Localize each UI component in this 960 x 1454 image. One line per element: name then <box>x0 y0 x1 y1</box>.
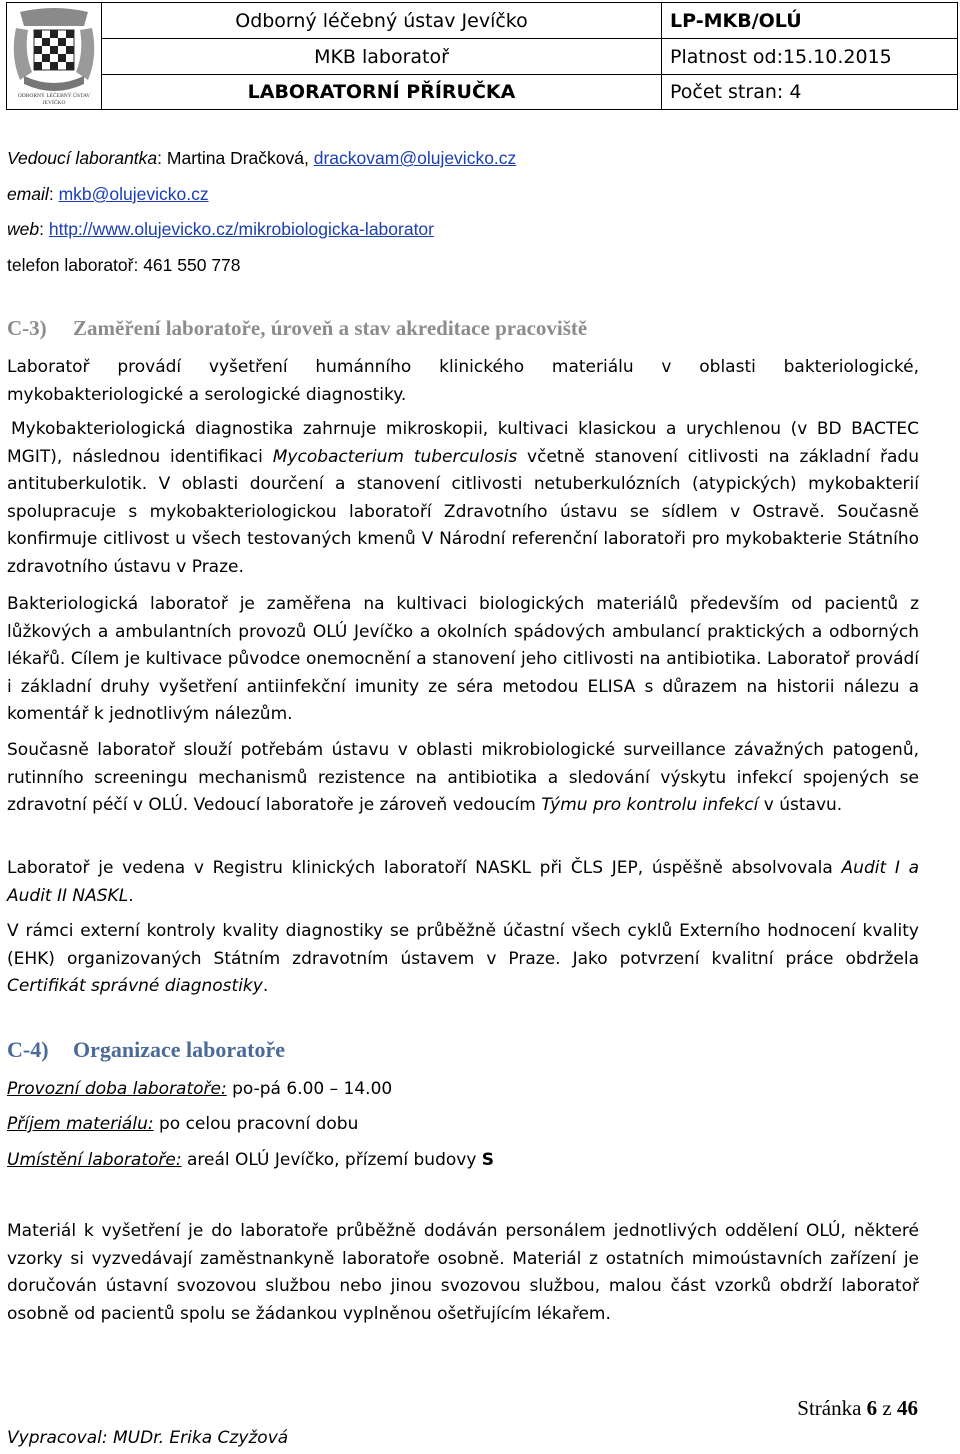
logo-text-top: ODBORNÝ LÉČEBNÝ ÚSTAV <box>17 93 91 99</box>
page-prefix: Stránka <box>797 1396 867 1420</box>
location-building: S <box>481 1150 495 1170</box>
head-email-link[interactable]: drackovam@olujevicko.cz <box>313 148 517 168</box>
header-validity: Platnost od:15.10.2015 <box>662 39 957 75</box>
intake-value: po celou pracovní dobu <box>153 1114 359 1134</box>
section-c4-number: C-4) <box>7 1037 49 1062</box>
hours-label: Provozní doba laboratoře: <box>7 1079 227 1099</box>
section-c4-heading <box>7 1037 917 1063</box>
contact-head <box>7 148 917 169</box>
c3-p4-part-a: Laboratoř je vedena v Registru klinických laboratoří NASKL při ČLS JEP, úspěšně absolvovala <box>7 858 842 878</box>
email-label: email <box>7 184 49 204</box>
web-label: web <box>7 219 40 239</box>
contact-phone: telefon laboratoř: 461 550 778 <box>7 255 241 275</box>
c3-p5-part-b: . <box>262 976 269 996</box>
header-institution: Odborný léčebný ústav Jevíčko <box>102 3 662 39</box>
contact-email <box>7 184 917 205</box>
c4-paragraph-1: Materiál k vyšetření je do laboratoře průběžně dodáván personálem jednotlivých oddělení OLÚ, některé vzorky si vyzvedávají zaměstnankyně laboratoře osobně. Materiál z ostatních mimoústavních zařízení je doručován ústavní svozovou službou nebo jinou svozovou službou, malou část vzorků obdrží laboratoř osobně od pacientů spolu se žádankou vyplněnou ošetřujícím lékařem. <box>7 1221 919 1324</box>
header-page-count: Počet stran: 4 <box>670 81 802 103</box>
web-link[interactable]: http://www.olujevicko.cz/mikrobiologicka-laborator <box>48 219 434 239</box>
location-label: Umístění laboratoře: <box>7 1150 182 1170</box>
chessboard-crest-icon <box>10 6 98 106</box>
header-doc-title: LABORATORNÍ PŘÍRUČKA <box>102 75 662 109</box>
hours-value: po-pá 6.00 – 14.00 <box>226 1079 393 1099</box>
c3-paragraph-4 <box>7 855 919 910</box>
page-total: 46 <box>897 1396 918 1420</box>
c3-p5-part-a: V rámci externí kontroly kvality diagnostiky se průběžně účastní všech cyklů Externího hodnocení kvality (EHK) organizovaných Státním zdravotním ústavem v Praze. Jako potvrzení kvalitní práce obdržela <box>7 921 919 969</box>
c3-p4-part-b: . <box>128 885 134 906</box>
author-note: Vypracoval: MUDr. Erika Czyžová <box>7 1428 289 1448</box>
intake-label: Příjem materiálu: <box>7 1114 154 1134</box>
c3-p3-part-a: Současně laboratoř slouží potřebám ústavu v oblasti mikrobiologické surveillance závažných patogenů, rutinního screeningu mechanismů rezistence na antibiotika a sledování výskytu infekcí spojených se zdravotní péčí v OLÚ. Vedoucí laboratoře je zároveň vedoucím <box>7 740 919 815</box>
c3-p1-part-b: včetně stanovení citlivosti na základní řadu antituberkulotik. V oblasti dourčení a stanovení citlivosti netuberkulózních (atypických) mykobakterií spolupracuje s mykobakteriologickou laboratoří Zdravotního ústavu se sídlem v Ostravě. Současně konfirmuje citlivost u všech testovaných kmenů V Národní referenční laboratoři pro mykobakterie Státního zdravotního ústavu v Praze. <box>7 446 919 577</box>
c4-location <box>7 1147 917 1175</box>
email-link[interactable]: mkb@olujevicko.cz <box>58 184 209 204</box>
head-value: : Martina Dračková, <box>157 148 314 168</box>
logo-text-bottom: JEVÍČKO <box>42 100 66 106</box>
c4-opening-hours <box>7 1076 917 1104</box>
section-c3-title: Zaměření laboratoře, úroveň a stav akreditace pracoviště <box>73 316 588 340</box>
section-c3-number: C-3) <box>7 316 47 340</box>
c3-paragraph-5 <box>7 918 919 1001</box>
email-sep: : <box>48 184 59 204</box>
web-sep: : <box>39 219 49 239</box>
section-c4-title: Organizace laboratoře <box>73 1037 285 1062</box>
c3-p4-audit: Audit I a Audit II NASKL <box>7 858 920 906</box>
contact-web <box>7 219 917 240</box>
page-current: 6 <box>866 1396 878 1420</box>
c3-p5-certificate: Certifikát správné diagnostiky <box>7 976 263 996</box>
header-doc-code: LP-MKB/OLÚ <box>662 3 957 39</box>
c3-paragraph-1 <box>7 416 919 581</box>
document-header <box>6 2 958 110</box>
institution-logo <box>7 3 102 109</box>
c3-paragraph-2: Bakteriologická laboratoř je zaměřena na kultivaci biologických materiálů především od pacientů z lůžkových a ambulantních provozů OLÚ Jevíčko a okolních spádových ambulancí praktických a odborných lékařů. Cílem je kultivace původce onemocnění a stanovení jeho citlivosti na antibiotika. Laboratoř provádí i základní druhy vyšetření antiinfekční imunity ze séra metodou ELISA s důrazem na historii nálezu a komentář k jednotlivým nálezům. <box>7 594 919 724</box>
c3-paragraph-3 <box>7 737 919 820</box>
head-label: Vedoucí laborantka <box>7 148 158 168</box>
c3-intro: Laboratoř provádí vyšetření humánního klinického materiálu v oblasti bakteriologické, mykobakteriologické a serologické diagnostiky. <box>7 357 919 405</box>
c3-p3-part-b: v ústavu. <box>758 795 843 815</box>
location-value: areál OLÚ Jevíčko, přízemí budovy <box>181 1150 482 1170</box>
header-department: MKB laboratoř <box>102 39 662 75</box>
c3-p1-part-a: Mykobakteriologická diagnostika zahrnuje mikroskopii, kultivaci klasickou a urychlenou (v BD BACTEC MGIT), následnou identifikaci <box>7 419 919 467</box>
c3-p1-species: Mycobacterium tuberculosis <box>272 446 518 467</box>
page-number <box>797 1396 918 1421</box>
section-c3-heading <box>7 316 917 341</box>
c3-p3-team: Týmu pro kontrolu infekcí <box>541 795 759 815</box>
c4-material-intake <box>7 1111 917 1139</box>
page-mid: z <box>877 1396 897 1420</box>
